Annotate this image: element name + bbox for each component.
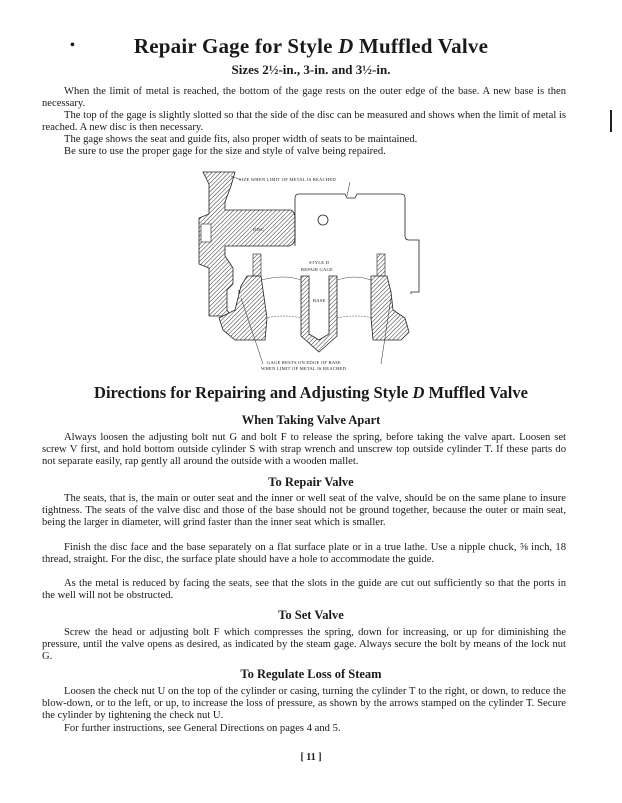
- section-heading: When Taking Valve Apart: [241, 413, 381, 427]
- section-paragraph: Loosen the check nut U on the top of the cylinder or casing, turning the cylinder T to the right, or down, to reduce the blow-down, or to the left, or up, to increase the loss of pressure, as shown by the arrows stamped on the cylinder T. Secure the cylinder by tightening the check nut U.: [42, 686, 566, 722]
- margin-mark: [610, 110, 612, 132]
- directions-title: [0, 383, 622, 403]
- base-right: [371, 276, 409, 340]
- section-paragraph: Finish the disc face and the base separately on a flat surface plate or in a true lathe. Use a nipple chuck, ⅝ inch, 18 thread, straight. For the disc, the surface plate should have a hole to accommodate the guide.: [42, 542, 566, 566]
- intro-paragraph-3: The gage shows the seat and guide fits, also proper width of seats to be maintained.: [64, 134, 418, 145]
- gage-hole: [318, 215, 328, 225]
- disc-label: DISC: [253, 227, 265, 232]
- base-label: BASE: [313, 298, 326, 303]
- disc-hub: [201, 224, 211, 242]
- section-heading: To Regulate Loss of Steam: [240, 667, 382, 681]
- section-heading: To Set Valve: [278, 608, 344, 622]
- bottom-label-2: WHEN LIMIT OF METAL IS REACHED: [261, 366, 347, 371]
- page-number: [ 11 ]: [300, 752, 322, 763]
- section-paragraph: Always loosen the adjusting bolt nut G and bolt F to release the spring, before taking the valve apart. Loosen set screw V first, and hold bottom outside cylinder S with strap wrench and unscrew top outside cylinder T. If these parts do not separate easily, rap gently all around the outside with a wooden mallet.: [42, 432, 566, 468]
- bottom-label-1: GAGE RESTS ON EDGE OF BASE: [267, 360, 341, 365]
- section-paragraph: The seats, that is, the main or outer seat and the inner or well seat of the valve, should be on the same plane to insure tightness. The seats of the valve disc and those of the base should not be ground together, because the outer or main seat, being the larger in diameter, will grind faster than the inner seat which is smaller.: [42, 493, 566, 529]
- bullet-mark: •: [70, 38, 75, 53]
- section-paragraph: As the metal is reduced by facing the seats, see that the slots in the guide are cut out sufficiently so that the ports in the well will not be obstructed.: [42, 578, 566, 602]
- title-style-letter: D: [338, 34, 354, 58]
- top-label: SIZE WHEN LIMIT OF METAL IS REACHED: [239, 177, 336, 182]
- section-heading: To Repair Valve: [268, 475, 354, 489]
- section-paragraph: For further instructions, see General Directions on pages 4 and 5.: [64, 723, 341, 734]
- directions-title-style-letter: D: [412, 383, 425, 402]
- intro-paragraph-1: When the limit of metal is reached, the bottom of the gage rests on the outer edge of the base. A new base is then necessary.: [42, 86, 566, 110]
- repair-gage-diagram: [195, 168, 420, 378]
- base-well: [301, 276, 337, 352]
- gage-label-2: REPAIR GAGE: [301, 267, 334, 272]
- page-title: [0, 34, 622, 59]
- section-paragraph: Screw the head or adjusting bolt F which compresses the spring, down for increasing, or up for diminishing the pressure, until the valve opens as desired, as indicated by the steam gage. Always secure the bolt by means of the lock nut G.: [42, 627, 566, 663]
- gage-body: [295, 194, 419, 294]
- directions-title-text-end: Muffled Valve: [424, 383, 528, 402]
- intro-paragraph-2: The top of the gage is slightly slotted so that the side of the disc can be measured and shows when the limit of metal is reached. A new disc is then necessary.: [42, 110, 566, 134]
- title-text: Repair Gage for Style: [133, 34, 339, 58]
- directions-title-text: Directions for Repairing and Adjusting Style: [94, 383, 413, 402]
- title-text-end: Muffled Valve: [353, 34, 489, 58]
- intro-paragraph-4: Be sure to use the proper gage for the size and style of valve being repaired.: [64, 146, 386, 157]
- gage-label-1: STYLE D: [309, 260, 330, 265]
- page-subtitle: Sizes 2½-in., 3-in. and 3½-in.: [231, 62, 391, 77]
